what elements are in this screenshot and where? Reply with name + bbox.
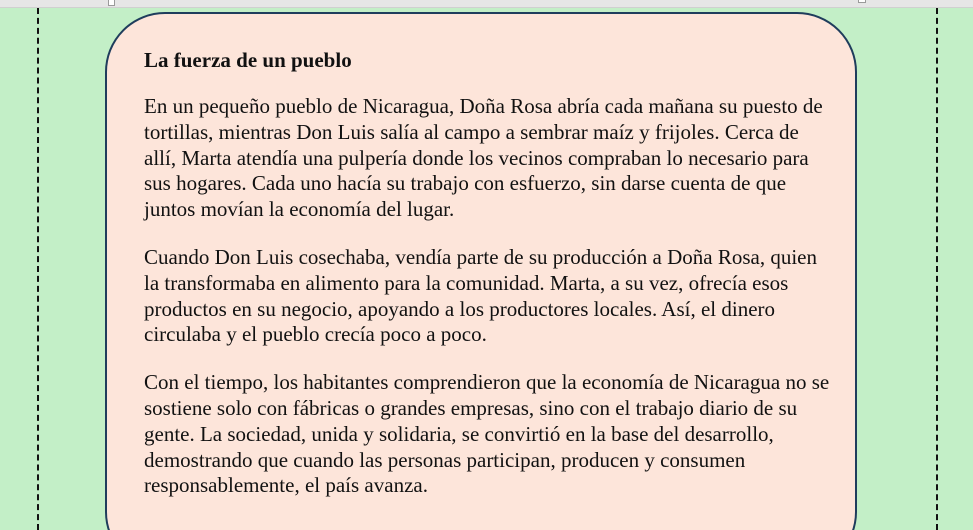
document-title: La fuerza de un pueblo	[144, 48, 352, 72]
text-box-content[interactable]	[144, 47, 834, 521]
left-margin-guide	[37, 8, 39, 530]
left-indent-marker[interactable]	[108, 0, 115, 6]
right-indent-marker[interactable]	[858, 0, 866, 3]
paragraph-1: En un pequeño pueblo de Nicaragua, Doña Rosa abría cada mañana su puesto de tortillas, mientras Don Luis salía al campo a sembrar maíz y frijoles. Cerca de allí, Marta atendía una pulpería donde los vecinos compraban lo necesario para sus hogares. Cada uno hacía su trabajo con esfuerzo, sin darse cuenta de que juntos movían la economía del lugar.	[144, 94, 823, 222]
right-margin-guide	[936, 8, 938, 530]
ruler-strip	[0, 0, 973, 8]
paragraph-2: Cuando Don Luis cosechaba, vendía parte de su producción a Doña Rosa, quien la transformaba en alimento para la comunidad. Marta, a su vez, ofrecía esos productos en su negocio, apoyando a los productores locales. Así, el dinero circulaba y el pueblo crecía poco a poco.	[144, 244, 817, 347]
paragraph-3: Con el tiempo, los habitantes comprendieron que la economía de Nicaragua no se sostiene solo con fábricas o grandes empresas, sino con el trabajo diario de su gente. La sociedad, unida y solidaria, se convirtió en la base del desarrollo, demostrando que cuando las personas participan, producen y consumen responsablemente, el país avanza.	[144, 370, 830, 498]
